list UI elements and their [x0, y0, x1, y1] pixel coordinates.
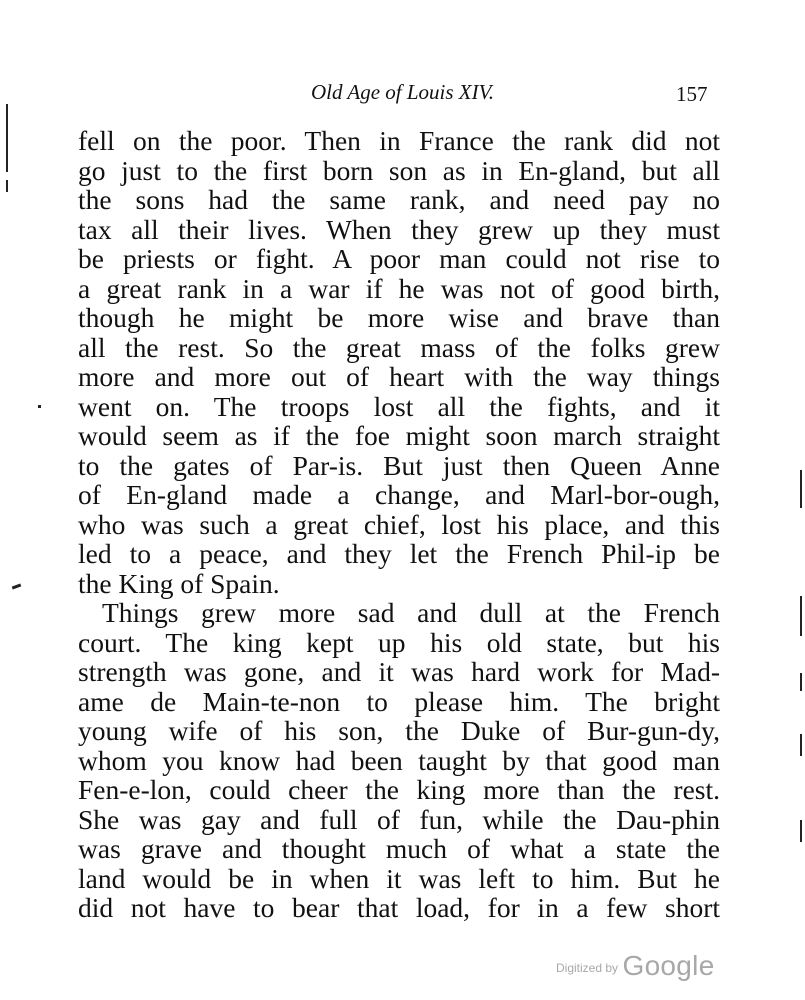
- text-line: land would be in when it was left to him. But he: [78, 862, 720, 894]
- text-line: led to a peace, and they let the French Phil-ip be: [78, 538, 720, 569]
- text-line: court. The king kept up his old state, but his: [78, 626, 720, 658]
- text-line: whom you know had been taught by that good man: [78, 744, 720, 776]
- body-text: [78, 126, 720, 923]
- watermark-prefix: Digitized by: [556, 961, 619, 975]
- text-line: all the rest. So the great mass of the folks grew: [78, 331, 720, 363]
- text-line: more and more out of heart with the way things: [78, 361, 720, 392]
- text-line: go just to the first born son as in En-gland, but all: [78, 154, 720, 186]
- text-line: young wife of his son, the Duke of Bur-gun-dy,: [78, 715, 720, 746]
- text-line: be priests or fight. A poor man could not rise to: [78, 243, 720, 274]
- scan-edge-mark: [800, 820, 802, 842]
- text-line: to the gates of Par-is. But just then Queen Anne: [78, 449, 720, 481]
- running-title: Old Age of Louis XIV.: [311, 80, 494, 104]
- text-line: Fen-e-lon, could cheer the king more than the rest.: [78, 774, 720, 805]
- text-line: went on. The troops lost all the fights, and it: [78, 390, 720, 422]
- text-line: She was gay and full of fun, while the Dau-phin: [78, 803, 720, 835]
- text-line: tax all their lives. When they grew up they must: [78, 213, 720, 245]
- text-line: did not have to bear that load, for in a few short: [78, 892, 720, 923]
- scan-dot-mark: [38, 405, 41, 408]
- google-logo: Google: [622, 950, 715, 981]
- scan-edge-mark: [800, 470, 802, 508]
- text-line: fell on the poor. Then in France the rank did not: [78, 125, 720, 156]
- text-line: a great rank in a war if he was not of good birth,: [78, 272, 720, 304]
- text-line: of En-gland made a change, and Marl-bor-ough,: [78, 479, 720, 510]
- page-number: 157: [676, 82, 708, 106]
- text-line: would seem as if the foe might soon march straight: [78, 420, 720, 451]
- scan-edge-mark: [800, 673, 802, 691]
- scan-edge-mark: [800, 734, 802, 756]
- scan-edge-mark: [6, 180, 8, 192]
- text-line: who was such a great chief, lost his place, and this: [78, 508, 720, 540]
- text-line: though he might be more wise and brave than: [78, 302, 720, 333]
- text-line: strength was gone, and it was hard work for Mad-: [78, 656, 720, 687]
- scan-edge-mark: [6, 104, 8, 172]
- text-line: was grave and thought much of what a state the: [78, 833, 720, 864]
- scan-dot-mark: [12, 584, 21, 590]
- scan-edge-mark: [800, 596, 802, 636]
- digitized-by-google-watermark: [556, 950, 715, 982]
- text-line: ame de Main-te-non to please him. The bright: [78, 685, 720, 717]
- text-line: the sons had the same rank, and need pay no: [78, 184, 720, 215]
- paragraph-end-line: the King of Spain.: [78, 567, 280, 599]
- paragraph-start-line: Things grew more sad and dull at the French: [102, 597, 720, 628]
